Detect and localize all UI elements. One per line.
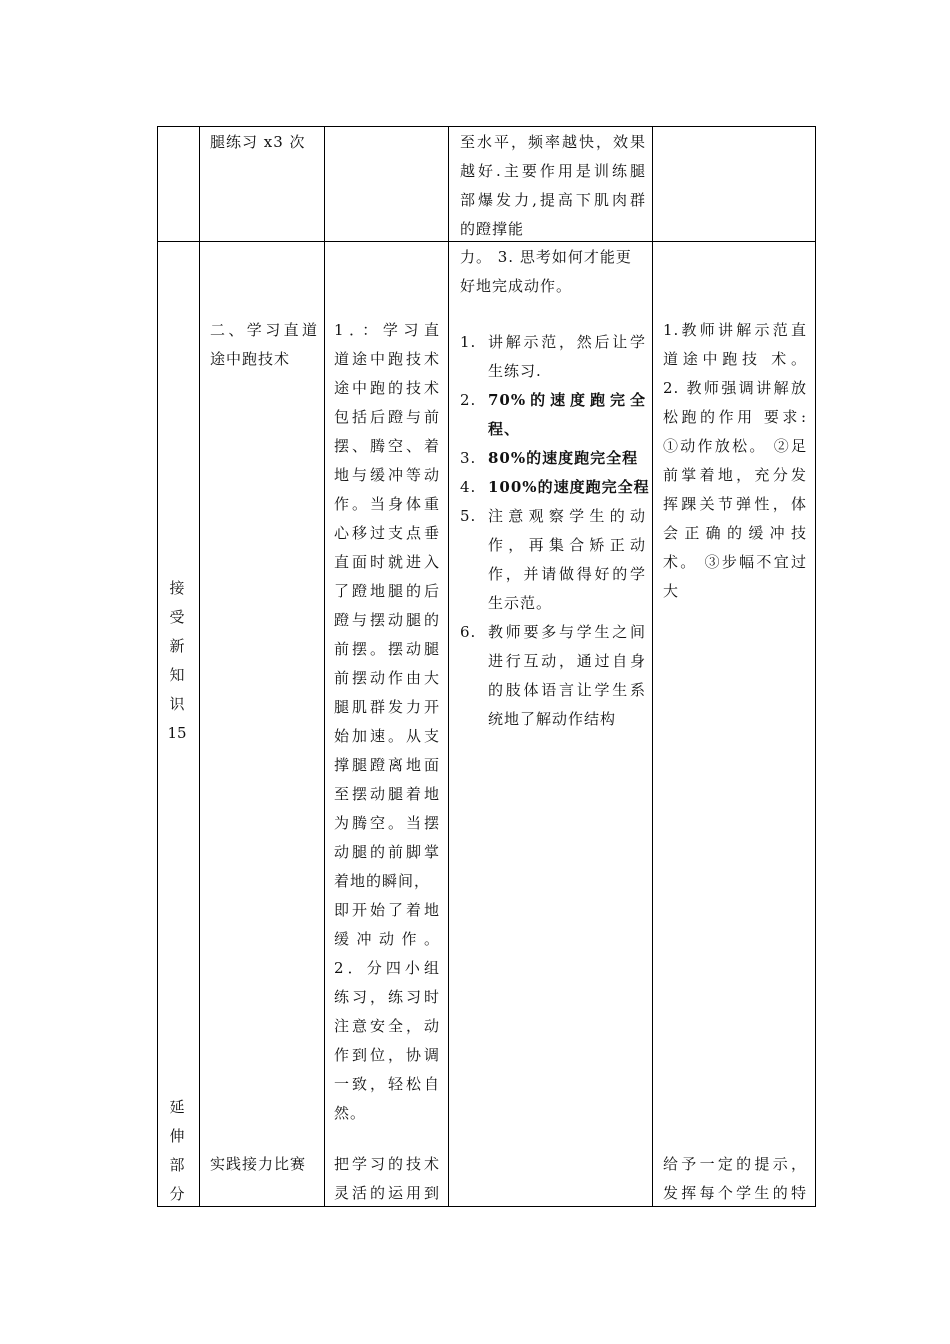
text-line: 把学习的技术 — [334, 1155, 440, 1173]
text-line: 着地的瞬间， — [334, 872, 431, 890]
text-line: 道途中跑技术 — [334, 350, 440, 368]
text-line: 然。 — [334, 1104, 367, 1122]
text-line: 前摆动作由大 — [334, 669, 440, 687]
col-border-4 — [652, 126, 653, 1207]
technique-description — [334, 316, 440, 1128]
text-line: 进行互动，通过自身 — [488, 652, 646, 670]
text-line: 1.教师讲解示范直 — [663, 321, 807, 339]
text-line: 地与缓冲等动 — [334, 466, 440, 484]
section-char: 延 — [169, 1098, 185, 1116]
text-line: 2．分四小组 — [334, 959, 440, 977]
row1-col4-text — [460, 128, 646, 244]
col-border-5 — [815, 126, 816, 1207]
col-border-0 — [157, 126, 158, 1207]
text-line: 至摆动腿着地 — [334, 785, 440, 803]
text-line: 生练习. — [488, 362, 542, 380]
text-line: 程、 — [488, 420, 521, 438]
text-line: 一致，轻松自 — [334, 1075, 440, 1093]
activity-list — [460, 328, 650, 734]
list-number: 5. — [460, 507, 477, 525]
text-line: 1．：学习直 — [334, 321, 440, 339]
text-line: 力。 3. 思考如何才能更 — [460, 248, 632, 266]
row1-col2-line: 腿练习 x3 次 — [210, 133, 306, 151]
text-line: 道途中跑技 术。 — [663, 350, 807, 368]
teacher-guidance — [663, 316, 807, 606]
text-line: 摆、腾空、着 — [334, 437, 440, 455]
text-line: ①动作放松。 ②足 — [663, 437, 807, 455]
text-line: 部爆发力,提高下肌肉群 — [460, 191, 646, 209]
text-line: 松跑的作用 要求: — [663, 408, 807, 426]
list-number: 3. — [460, 449, 477, 467]
text-line: 的肢体语言让学生系 — [488, 681, 646, 699]
text-line: 作。当身体重 — [334, 495, 440, 513]
text-line: 大 — [663, 582, 680, 600]
list-number: 1. — [460, 333, 477, 351]
section-char: 15 — [167, 724, 187, 742]
list-item — [460, 473, 650, 502]
section-char: 分 — [169, 1185, 185, 1203]
list-number: 6. — [460, 623, 477, 641]
section-label-new-knowledge — [159, 574, 195, 748]
reflection-text — [460, 243, 646, 301]
text-line: 会正确的缓冲技 — [663, 524, 807, 542]
text-line: 为腾空。当摆 — [334, 814, 440, 832]
text-line: 作，并请做得好的学 — [488, 565, 646, 583]
text-line: 作，再集合矫正动 — [488, 536, 646, 554]
lesson-title — [210, 316, 318, 374]
text-line: 讲解示范，然后让学 — [488, 333, 646, 351]
text-line: 灵活的运用到 — [334, 1184, 440, 1202]
text-line: 术。 ③步幅不宜过 — [663, 553, 807, 571]
section-char: 接 — [169, 579, 185, 597]
text-line: 80%的速度跑完全程 — [488, 449, 639, 467]
col-border-2 — [324, 126, 325, 1207]
list-number: 4. — [460, 478, 477, 496]
text-line: 了蹬地腿的后 — [334, 582, 440, 600]
text-line: 作到位，协调 — [334, 1046, 440, 1064]
col-border-1 — [199, 126, 200, 1207]
text-line: 给予一定的提示， — [663, 1155, 807, 1173]
text-line: 二、学习直道 — [210, 321, 318, 339]
list-item — [460, 502, 646, 618]
list-item — [460, 444, 646, 473]
text-line: 好地完成动作。 — [460, 277, 573, 295]
text-line: 前掌着地，充分发 — [663, 466, 807, 484]
text-line: 练习，练习时 — [334, 988, 440, 1006]
text-line: 生示范。 — [488, 594, 553, 612]
text-line: 动腿的前脚掌 — [334, 843, 440, 861]
list-item — [460, 618, 646, 734]
text-line: 即开始了着地 — [334, 901, 440, 919]
text-line: 注意安全，动 — [334, 1017, 440, 1035]
text-line: 途中跑的技术 — [334, 379, 440, 397]
col-border-3 — [448, 126, 449, 1207]
text-line: 挥踝关节弹性，体 — [663, 495, 807, 513]
section-char: 知 — [169, 666, 185, 684]
text-line: 2. 教师强调讲解放 — [663, 379, 807, 397]
text-line: 缓冲动作。 — [334, 930, 440, 948]
list-item — [460, 328, 646, 386]
section-char: 新 — [169, 637, 185, 655]
text-line: 100%的速度跑完全程 — [488, 478, 650, 496]
text-line: 的蹬撑能 — [460, 220, 525, 238]
relay-guidance — [663, 1150, 807, 1208]
text-line: 直面时就进入 — [334, 553, 440, 571]
list-item — [460, 386, 646, 444]
text-line: 实践接力比赛 — [210, 1155, 307, 1173]
section-char: 伸 — [169, 1127, 185, 1145]
section-label-extension — [159, 1093, 195, 1209]
text-line: 注意观察学生的动 — [488, 507, 646, 525]
text-line: 腿肌群发力开 — [334, 698, 440, 716]
section-char: 受 — [169, 608, 185, 626]
section-char: 部 — [169, 1156, 185, 1174]
text-line: 发挥每个学生的特 — [663, 1184, 807, 1202]
text-line: 至水平，频率越快，效果 — [460, 133, 646, 151]
list-number: 2. — [460, 391, 477, 409]
text-line: 心移过支点垂 — [334, 524, 440, 542]
relay-title — [210, 1150, 320, 1179]
row1-col2-text — [210, 128, 320, 157]
text-line: 蹬与摆动腿的 — [334, 611, 440, 629]
text-line: 途中跑技术 — [210, 350, 291, 368]
relay-description — [334, 1150, 440, 1208]
section-char: 识 — [169, 695, 185, 713]
text-line: 包括后蹬与前 — [334, 408, 440, 426]
text-line: 撑腿蹬离地面 — [334, 756, 440, 774]
text-line: 越好.主要作用是训练腿 — [460, 162, 646, 180]
text-line: 前摆。摆动腿 — [334, 640, 440, 658]
text-line: 70%的速度跑完全 — [488, 391, 646, 409]
text-line: 统地了解动作结构 — [488, 710, 617, 728]
text-line: 教师要多与学生之间 — [488, 623, 646, 641]
text-line: 始加速。从支 — [334, 727, 440, 745]
table-top-border — [157, 126, 816, 127]
